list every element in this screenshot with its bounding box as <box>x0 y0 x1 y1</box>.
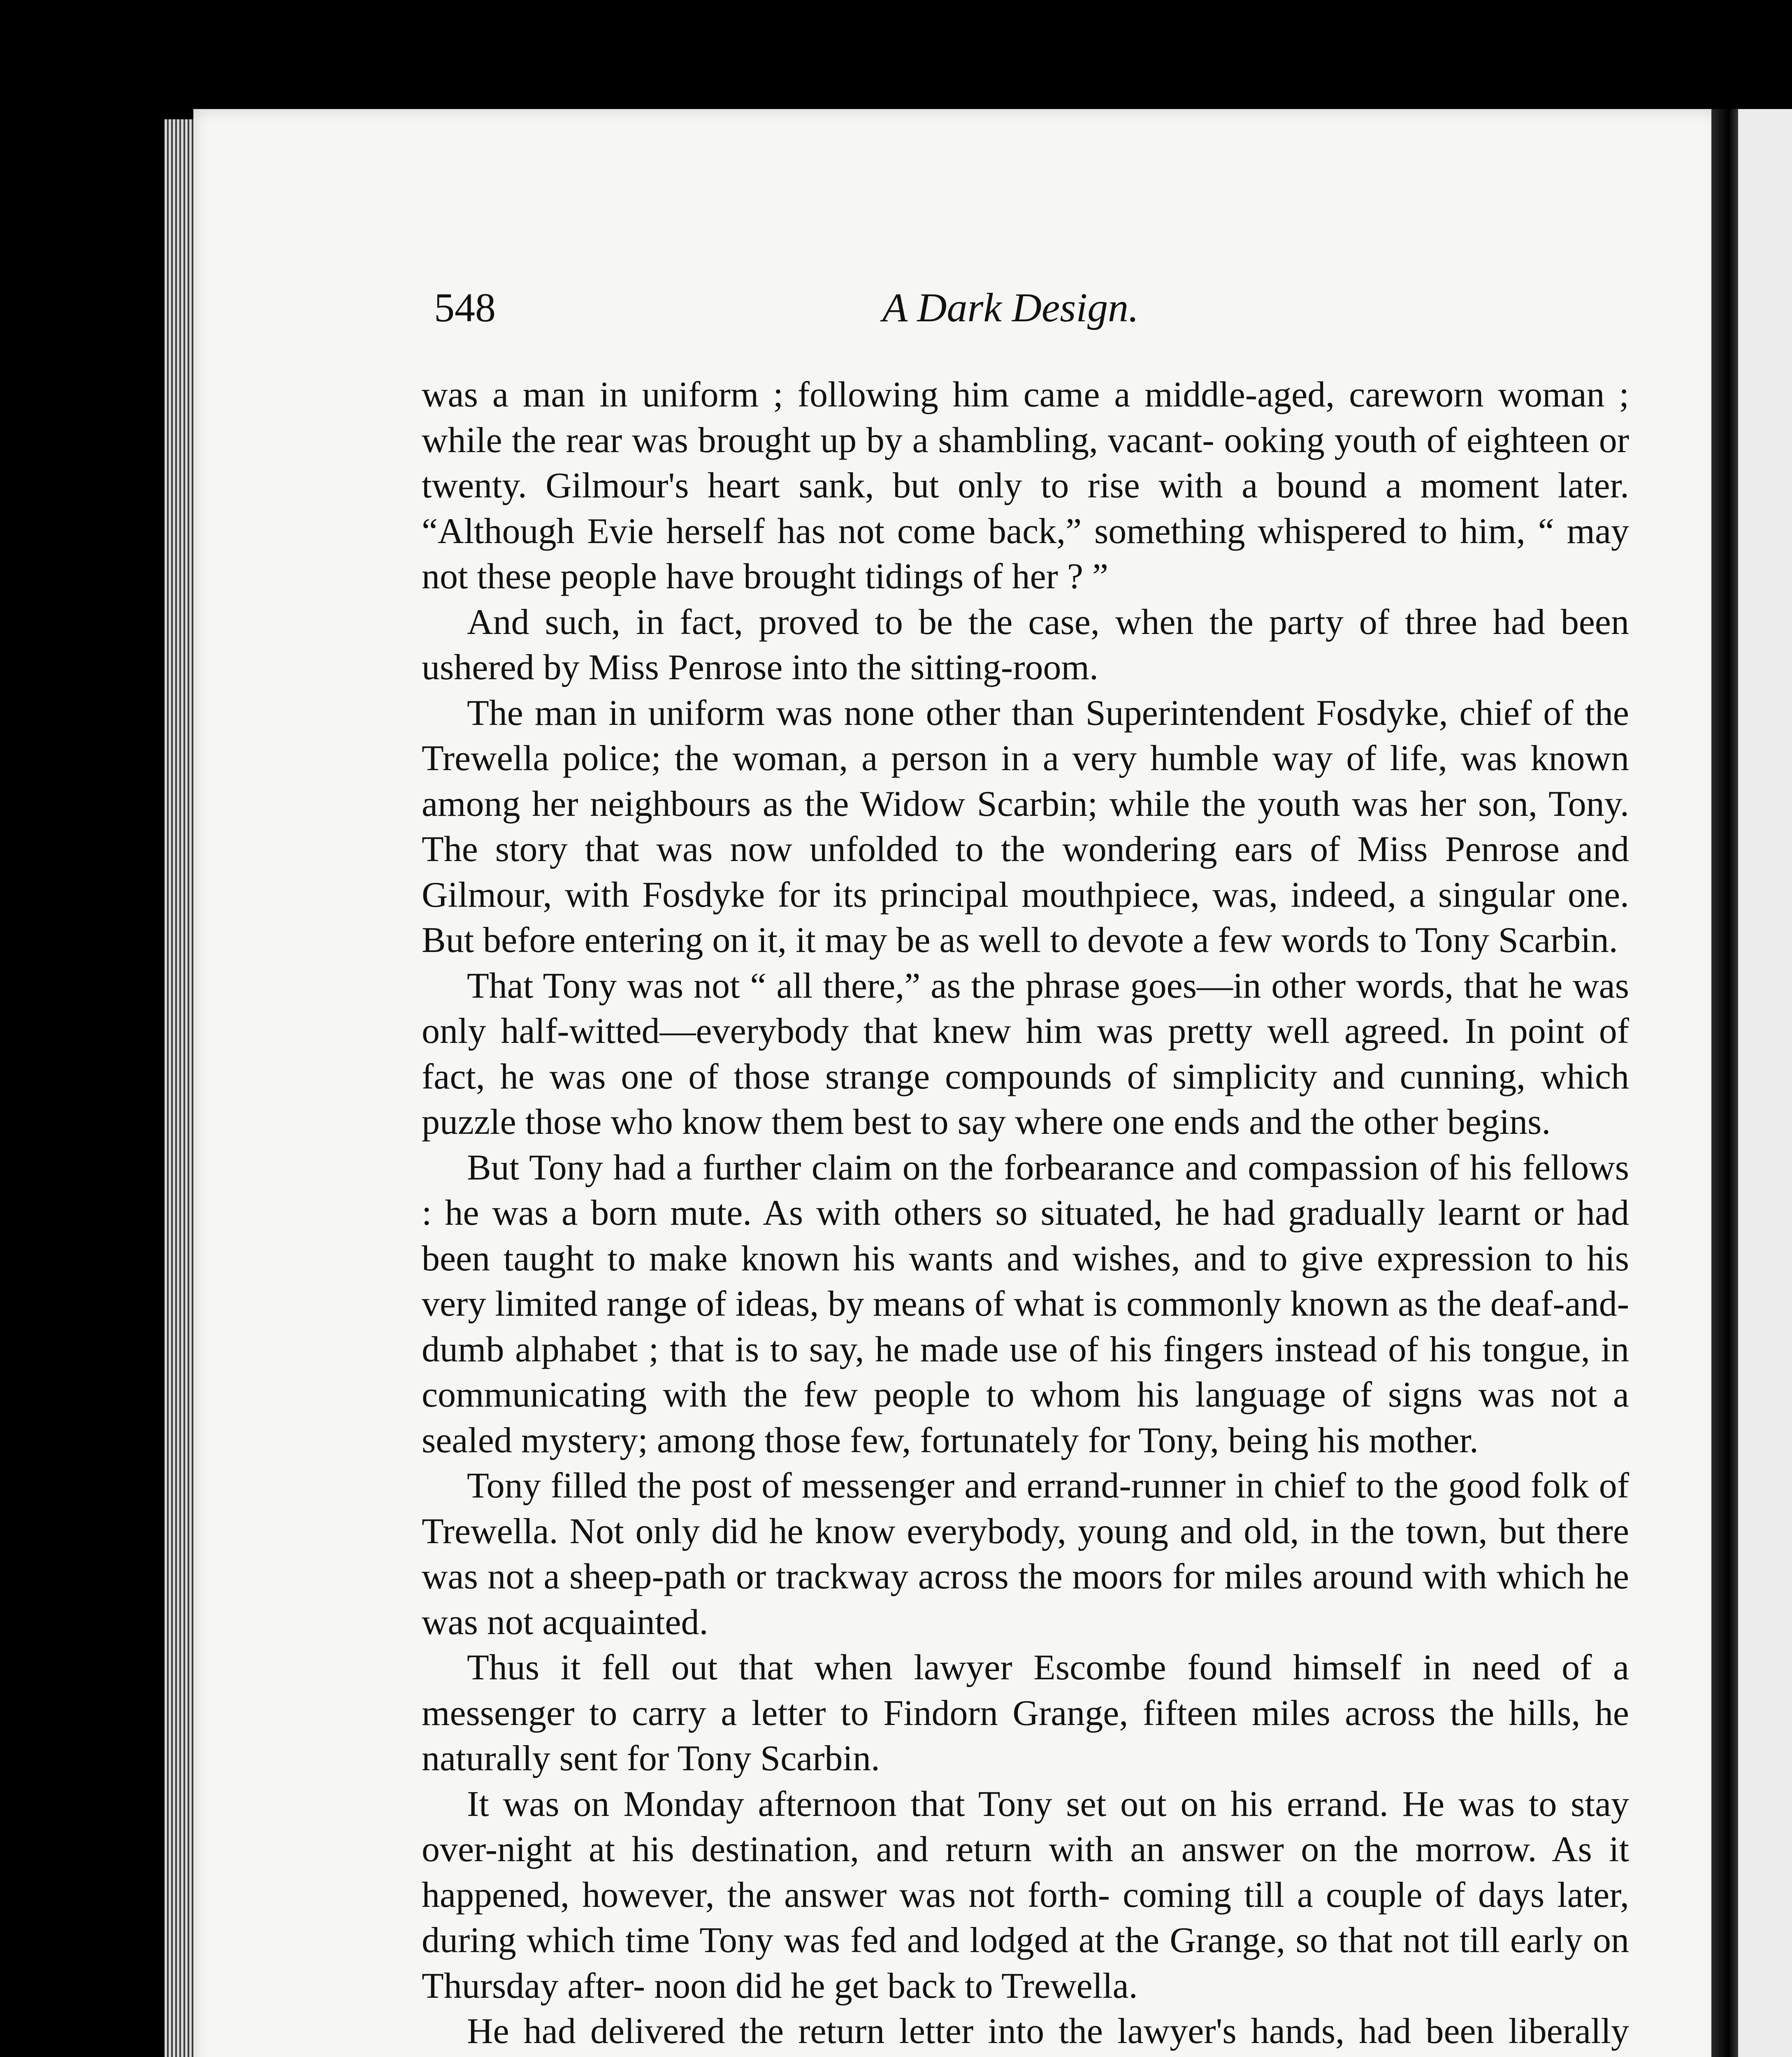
paragraph-4: That Tony was not “ all there,” as the phrase goes—in other words, that he was only half-witted—everybody that knew him was pretty well agreed. In point of fact, he was one of those strange compounds of simplicity and cunning, which puzzle those who know them best to say where one ends and the other begins. <box>422 966 1629 1142</box>
paragraph-5: But Tony had a further claim on the forbearance and compassion of his fellows : he was a born mute. As with others so situated, he had gradually learnt or had been taught to make known his wants and wishes, and to give expression to his very limited range of ideas, by means of what is commonly known as the deaf-and-dumb alphabet ; that is to say, he made use of his fingers instead of his tongue, in communicating with the few people to whom his language of signs was not a sealed mystery; among those few, fortunately for Tony, being his mother. <box>422 1147 1629 1460</box>
paragraph-2: And such, in fact, proved to be the case, when the party of three had been ushered by Miss Penrose into the sitting-room. <box>422 602 1629 687</box>
paragraph-7: Thus it fell out that when lawyer Escombe found himself in need of a messenger to carry a letter to Findorn Grange, fifteen miles across the hills, he naturally sent for Tony Scarbin. <box>422 1648 1629 1778</box>
paragraph-1: was a man in uniform ; following him came a middle-aged, careworn woman ; while the rear was brought up by a shambling, vacant- ooking youth of eighteen or twenty. Gilmour's heart sank, but only to rise with a bound a moment later. “Although Evie herself has not come back,” something whispered to him, “ may not these people have brought tidings of her ? ” <box>422 375 1629 597</box>
body-text <box>422 372 1629 2057</box>
facing-page-edge <box>1738 109 1792 2057</box>
paragraph-8: It was on Monday afternoon that Tony set out on his errand. He was to stay over-night at his destination, and return with an answer on the morrow. As it happened, however, the answer was not forth- coming till a couple of days later, during which time Tony was fed and lodged at the Grange, so that not till early on Thursday after- noon did he get back to Trewella. <box>422 1784 1629 2006</box>
running-title: A Dark Design. <box>882 285 1139 330</box>
running-head <box>434 284 1619 346</box>
paragraph-6: Tony filled the post of messenger and errand-runner in chief to the good folk of Trewella. Not only did he know everybody, young and old, in the town, but there was not a sheep-path or trackway across the moors for miles around with which he was not acquainted. <box>422 1466 1629 1642</box>
page-number: 548 <box>434 285 496 330</box>
book-gutter <box>1711 109 1740 2057</box>
paragraph-9: He had delivered the return letter into the lawyer's hands, had been liberally <box>467 2011 1629 2051</box>
paragraph-3: The man in uniform was none other than Superintendent Fosdyke, chief of the Trewella police; the woman, a person in a very humble way of life, was known among her neighbours as the Widow Scarbin; while the youth was her son, Tony. The story that was now unfolded to the wondering ears of Miss Penrose and Gilmour, with Fosdyke for its principal mouthpiece, was, indeed, a singular one. But before entering on it, it may be as well to devote a few words to Tony Scarbin. <box>422 693 1629 960</box>
